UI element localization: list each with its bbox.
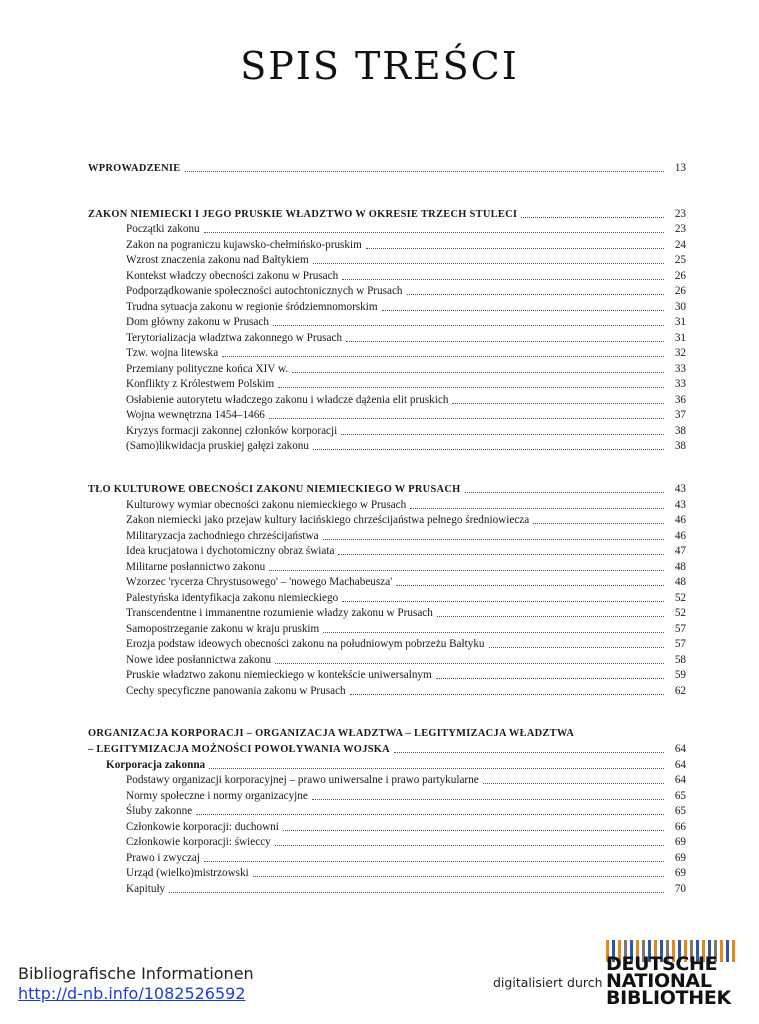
toc-subsection-label: Korporacja zakonna xyxy=(106,758,206,771)
toc-item[interactable] xyxy=(126,882,686,897)
toc-item[interactable] xyxy=(126,513,686,528)
dnb-logo-line: DEUTSCHE xyxy=(606,953,718,975)
toc-item[interactable] xyxy=(126,622,686,637)
toc-section-introduction[interactable] xyxy=(88,161,686,176)
toc-item-label: Początki zakonu xyxy=(126,223,200,235)
toc-item-label: Trudna sytuacja zakonu w regionie śródziemnomorskim xyxy=(126,300,378,313)
toc-item[interactable] xyxy=(126,498,686,513)
toc-item[interactable] xyxy=(126,820,686,835)
toc-item[interactable] xyxy=(126,804,686,819)
toc-item[interactable] xyxy=(126,637,686,652)
leader-dots xyxy=(407,294,665,295)
leader-dots xyxy=(483,783,664,784)
logo-bar xyxy=(732,940,735,962)
toc-item[interactable] xyxy=(126,835,686,850)
toc-page-number: 25 xyxy=(674,254,686,266)
toc-item[interactable] xyxy=(126,560,686,575)
toc-item[interactable] xyxy=(126,866,686,881)
toc-item[interactable] xyxy=(126,653,686,668)
toc-page-number: 57 xyxy=(674,638,686,650)
leader-dots xyxy=(275,845,664,846)
leader-dots xyxy=(292,372,664,373)
toc-page-number: 64 xyxy=(674,774,686,786)
toc-page-number: 48 xyxy=(674,576,686,588)
toc-item-label: Kontekst władczy obecności zakonu w Prusach xyxy=(126,269,339,282)
toc-page-number: 62 xyxy=(674,684,686,697)
leader-dots xyxy=(436,678,664,679)
toc-item[interactable] xyxy=(126,575,686,590)
toc-item[interactable] xyxy=(126,544,686,559)
toc-page-number: 38 xyxy=(674,424,686,437)
toc-item-label: Normy społeczne i normy organizacyjne xyxy=(126,789,308,802)
toc-page-number: 46 xyxy=(674,514,686,526)
leader-dots xyxy=(521,217,664,218)
toc-item[interactable] xyxy=(126,393,686,408)
leader-dots xyxy=(350,694,664,695)
toc-section-label: WPROWADZENIE xyxy=(88,163,181,174)
toc-item-label: Konflikty z Królestwem Polskim xyxy=(126,378,275,390)
toc-page-number: 30 xyxy=(674,300,686,313)
leader-dots xyxy=(341,434,664,435)
toc-item[interactable] xyxy=(126,529,686,544)
toc-item[interactable] xyxy=(126,789,686,804)
leader-dots xyxy=(394,752,664,753)
toc-page-number: 58 xyxy=(674,653,686,666)
dnb-logo-text xyxy=(606,953,731,1009)
bibliographic-info xyxy=(18,964,254,1003)
toc-section-label: ZAKON NIEMIECKI I JEGO PRUSKIE WŁADZTWO W OKRESIE TRZECH STULECI xyxy=(88,209,518,220)
leader-dots xyxy=(323,539,664,540)
toc-section-label: TŁO KULTUROWE OBECNOŚCI ZAKONU NIEMIECKIEGO W PRUSACH xyxy=(88,484,461,495)
leader-dots xyxy=(338,554,664,555)
leader-dots xyxy=(278,387,664,388)
toc-page-number: 52 xyxy=(674,607,686,619)
toc-item-label: Śluby zakonne xyxy=(126,805,193,817)
toc-page-number: 52 xyxy=(674,591,686,604)
toc-page-number: 32 xyxy=(674,347,686,359)
leader-dots xyxy=(275,663,664,664)
leader-dots xyxy=(253,876,664,877)
toc-section-label: – LEGITYMIZACJA MOŻNOŚCI POWOŁYWANIA WOJSKA xyxy=(88,744,390,755)
leader-dots xyxy=(273,325,664,326)
toc-item-label: Przemiany polityczne końca XIV w. xyxy=(126,362,289,375)
leader-dots xyxy=(204,232,664,233)
page-title: SPIS TREŚCI xyxy=(240,44,519,88)
toc-item-label: Cechy specyficzne panowania zakonu w Prusach xyxy=(126,684,346,697)
toc-item-label: Militarne posłannictwo zakonu xyxy=(126,560,266,573)
leader-dots xyxy=(465,492,664,493)
toc-item-label: Kryzys formacji zakonnej członków korporacji xyxy=(126,424,338,437)
dnb-logo xyxy=(606,940,746,1010)
toc-page-number: 38 xyxy=(674,440,686,452)
leader-dots xyxy=(312,799,664,800)
toc-item-label: Pruskie władztwo zakonu niemieckiego w kontekście uniwersalnym xyxy=(126,669,432,681)
toc-page-number: 59 xyxy=(674,669,686,681)
toc-item-label: Kapituły xyxy=(126,882,166,895)
leader-dots xyxy=(269,570,664,571)
toc-item[interactable] xyxy=(126,668,686,683)
toc-item-label: Transcendentne i immanentne rozumienie władzy zakonu w Prusach xyxy=(126,607,433,619)
toc-section-heading-line1: ORGANIZACJA KORPORACJI – ORGANIZACJA WŁADZTWA – LEGITYMIZACJA WŁADZTWA xyxy=(88,728,575,739)
toc-item[interactable] xyxy=(126,424,686,439)
toc-page-number: 37 xyxy=(674,409,686,421)
toc-item[interactable] xyxy=(126,222,686,237)
toc-item-label: Idea krucjatowa i dychotomiczny obraz świata xyxy=(126,545,335,557)
leader-dots xyxy=(204,861,664,862)
toc-page-number: 43 xyxy=(674,498,686,511)
toc-item-label: Tzw. wojna litewska xyxy=(126,347,219,359)
toc-item-label: Członkowie korporacji: duchowni xyxy=(126,820,279,833)
leader-dots xyxy=(313,449,664,450)
leader-dots xyxy=(323,632,664,633)
leader-dots xyxy=(382,310,664,311)
toc-item-label: Podporządkowanie społeczności autochtonicznych w Prusach xyxy=(126,285,403,297)
toc-page-number: 24 xyxy=(674,238,686,251)
toc-item-label: Prawo i zwyczaj xyxy=(126,851,200,864)
leader-dots xyxy=(452,403,664,404)
toc-page-number: 23 xyxy=(674,223,686,235)
toc-page-number: 33 xyxy=(674,362,686,375)
leader-dots xyxy=(283,830,664,831)
toc-item-label: (Samo)likwidacja pruskiej gałęzi zakonu xyxy=(126,440,309,452)
leader-dots xyxy=(185,171,664,172)
toc-item[interactable] xyxy=(126,377,686,392)
toc-item[interactable] xyxy=(126,300,686,315)
toc-item[interactable] xyxy=(126,315,686,330)
digitized-by-label: digitalisiert durch xyxy=(493,975,603,990)
toc-item[interactable] xyxy=(126,346,686,361)
toc-section-cultural-background[interactable] xyxy=(88,482,686,497)
toc-item-label: Członkowie korporacji: świeccy xyxy=(126,836,271,848)
toc-section-teutonic-order[interactable] xyxy=(88,207,686,222)
leader-dots xyxy=(396,585,664,586)
toc-page-number: 64 xyxy=(674,743,686,755)
toc-page-number: 26 xyxy=(674,269,686,282)
toc-section-organization[interactable] xyxy=(88,742,686,757)
leader-dots xyxy=(342,279,664,280)
leader-dots xyxy=(346,341,664,342)
toc-item-label: Palestyńska identyfikacja zakonu niemieckiego xyxy=(126,591,339,604)
toc-item-label: Wzorzec 'rycerza Chrystusowego' – 'nowego Machabeusza' xyxy=(126,576,393,588)
bibliographic-label: Bibliografische Informationen xyxy=(18,964,254,983)
leader-dots xyxy=(533,523,664,524)
toc-page-number: 46 xyxy=(674,529,686,542)
toc-item-label: Urząd (wielko)mistrzowski xyxy=(126,867,249,879)
toc-item[interactable] xyxy=(126,331,686,346)
toc-item-label: Dom główny zakonu w Prusach xyxy=(126,316,269,328)
toc-item-label: Zakon niemiecki jako przejaw kultury łacińskiego chrześcijaństwa pełnego średniowiecza xyxy=(126,514,530,526)
toc-page-number: 33 xyxy=(674,378,686,390)
toc-page-number: 36 xyxy=(674,393,686,406)
toc-item-label: Wojna wewnętrzna 1454–1466 xyxy=(126,409,265,421)
leader-dots xyxy=(222,356,664,357)
toc-item[interactable] xyxy=(126,408,686,423)
toc-item-label: Militaryzacja zachodniego chrześcijaństwa xyxy=(126,529,319,542)
toc-item-label: Erozja podstaw ideowych obecności zakonu na południowym pobrzeżu Bałtyku xyxy=(126,638,485,650)
toc-item-label: Osłabienie autorytetu władczego zakonu i władcze dążenia elit pruskich xyxy=(126,393,449,406)
toc-item-label: Wzrost znaczenia zakonu nad Bałtykiem xyxy=(126,254,309,266)
toc-item[interactable] xyxy=(126,684,686,699)
toc-item[interactable] xyxy=(126,773,686,788)
leader-dots xyxy=(169,892,664,893)
toc-item[interactable] xyxy=(126,851,686,866)
toc-item[interactable] xyxy=(126,269,686,284)
toc-page-number: 69 xyxy=(674,851,686,864)
leader-dots xyxy=(196,814,664,815)
toc-item[interactable] xyxy=(126,238,686,253)
toc-item[interactable] xyxy=(126,591,686,606)
toc-page-number: 26 xyxy=(674,285,686,297)
leader-dots xyxy=(489,647,664,648)
toc-item[interactable] xyxy=(126,439,686,454)
toc-page-number: 47 xyxy=(674,545,686,557)
dnb-logo-line: NATIONAL xyxy=(606,970,712,992)
toc-item[interactable] xyxy=(126,253,686,268)
toc-page-number: 64 xyxy=(674,758,686,771)
leader-dots xyxy=(269,418,664,419)
leader-dots xyxy=(437,616,664,617)
toc-item[interactable] xyxy=(126,362,686,377)
toc-page-number: 13 xyxy=(674,162,686,174)
toc-page-number: 57 xyxy=(674,622,686,635)
leader-dots xyxy=(313,263,664,264)
toc-page-number: 31 xyxy=(674,316,686,328)
toc-item[interactable] xyxy=(126,284,686,299)
toc-item-label: Zakon na pograniczu kujawsko-chełmińsko-pruskim xyxy=(126,238,362,251)
toc-item-label: Terytorializacja władztwa zakonnego w Prusach xyxy=(126,331,343,344)
toc-item-label: Samopostrzeganie zakonu w kraju pruskim xyxy=(126,622,320,635)
toc-page-number: 69 xyxy=(674,867,686,879)
toc-page-number: 70 xyxy=(674,882,686,895)
toc-item-label: Kulturowy wymiar obecności zakonu niemieckiego w Prusach xyxy=(126,498,407,511)
dnb-logo-line: BIBLIOTHEK xyxy=(606,987,731,1009)
toc-item[interactable] xyxy=(126,606,686,621)
toc-item-label: Podstawy organizacji korporacyjnej – prawo uniwersalne i prawo partykularne xyxy=(126,774,479,786)
leader-dots xyxy=(209,768,664,769)
bibliographic-link[interactable]: http://d-nb.info/1082526592 xyxy=(18,984,246,1003)
toc-page-number: 48 xyxy=(674,560,686,573)
toc-page-number: 65 xyxy=(674,789,686,802)
toc-page-number: 69 xyxy=(674,836,686,848)
leader-dots xyxy=(410,508,664,509)
toc-item-label: Nowe idee posłannictwa zakonu xyxy=(126,653,272,666)
toc-page-number: 31 xyxy=(674,331,686,344)
toc-page-number: 23 xyxy=(674,208,686,220)
leader-dots xyxy=(342,601,664,602)
toc-page-number: 65 xyxy=(674,805,686,817)
toc-page-number: 43 xyxy=(674,483,686,495)
toc-page-number: 66 xyxy=(674,820,686,833)
leader-dots xyxy=(366,248,664,249)
toc-subsection-corporation[interactable] xyxy=(106,758,686,773)
